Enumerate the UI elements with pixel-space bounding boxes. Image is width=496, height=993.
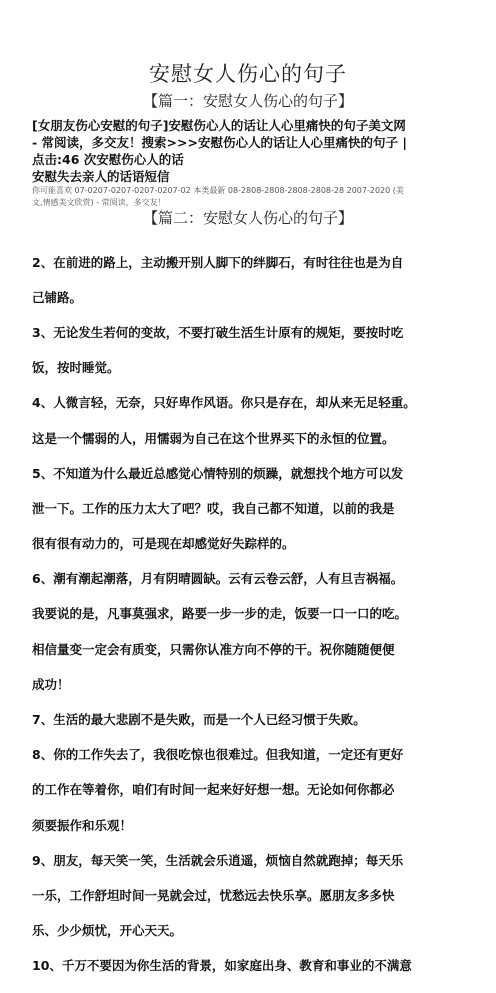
body-line: 泄一下。工作的压力太大了吧？哎，我自己都不知道，以前的我是 xyxy=(32,500,395,516)
meta-text xyxy=(32,185,472,209)
body-line: 饭，按时睡觉。 xyxy=(32,360,120,376)
intro-paragraph xyxy=(32,117,472,185)
section-heading-1: 【篇一：安慰女人伤心的句子】 xyxy=(142,92,353,110)
intro-line: 点击:46 次安慰伤心人的话 xyxy=(32,152,184,167)
body-line: 4、人微言轻，无奈，只好卑作风语。你只是存在，却从来无足轻重。 xyxy=(32,395,416,411)
page-title: 安慰女人伤心的句子 xyxy=(149,62,347,86)
intro-line: 安慰失去亲人的话语短信 xyxy=(32,169,170,184)
intro-line: - 常阅读，多交友！搜索>>>安慰伤心人的话让人心里痛快的句子 | xyxy=(32,135,407,150)
body-line: 相信量变一定会有质变，只需你认准方向不停的干。祝你随随便便 xyxy=(32,641,395,657)
body-line: 成功！ xyxy=(32,676,70,692)
body-text xyxy=(32,236,472,993)
body-line: 6、潮有潮起潮落，月有阴晴圆缺。云有云卷云舒，人有旦吉祸福。 xyxy=(32,571,404,587)
body-line: 9、朋友，每天笑一笑，生活就会乐逍遥，烦恼自然就跑掉；每天乐 xyxy=(32,852,404,868)
body-line: 3、无论发生若何的变故，不要打破生活生计原有的规矩，要按时吃 xyxy=(32,324,404,340)
body-line: 须要振作和乐观！ xyxy=(32,817,133,833)
body-line: 己铺路。 xyxy=(32,289,83,305)
body-line: 8、你的工作失去了，我很吃惊也很难过。但我知道，一定还有更好 xyxy=(32,747,404,763)
body-line: 乐、少少烦忧，开心天天。 xyxy=(32,923,183,939)
body-line: 2、在前进的路上，主动搬开别人脚下的绊脚石，有时往往也是为自 xyxy=(32,254,404,270)
body-line: 一乐，工作舒坦时间一晃就会过，忧愁远去快乐享。愿朋友多多快 xyxy=(32,887,395,903)
intro-line: [女朋友伤心安慰的句子]安慰伤心人的话让人心里痛快的句子美文网 xyxy=(32,118,406,133)
body-line: 的工作在等着你，咱们有时间一起来好好想一想。无论如何你都必 xyxy=(32,782,395,798)
body-line: 10、千万不要因为你生活的背景，如家庭出身、教育和事业的不满意 xyxy=(32,958,412,974)
section-heading-2: 【篇二：安慰女人伤心的句子】 xyxy=(142,209,353,227)
body-line: 很有很有动力的，可是现在却感觉好失踪样的。 xyxy=(32,536,295,552)
meta-line: 你可能喜欢 07-0207-0207-0207-0207-02 本类最新 08-2808-2808-2808-2808-28 2007-2020 (美 xyxy=(32,186,404,195)
body-line: 这是一个懦弱的人，用懦弱为自己在这个世界买下的永恒的位置。 xyxy=(32,430,395,446)
body-line: 我要说的是，凡事莫强求，路要一步一步的走，饭要一口一口的吃。 xyxy=(32,606,408,622)
body-line: 5、不知道为什么最近总感觉心情特别的烦躁，就想找个地方可以发 xyxy=(32,465,404,481)
body-line: 7、生活的最大悲剧不是失败，而是一个人已经习惯于失败。 xyxy=(32,712,366,728)
meta-line: 文,情感美文欣赏) - 常阅读，多交友！ xyxy=(32,198,166,207)
